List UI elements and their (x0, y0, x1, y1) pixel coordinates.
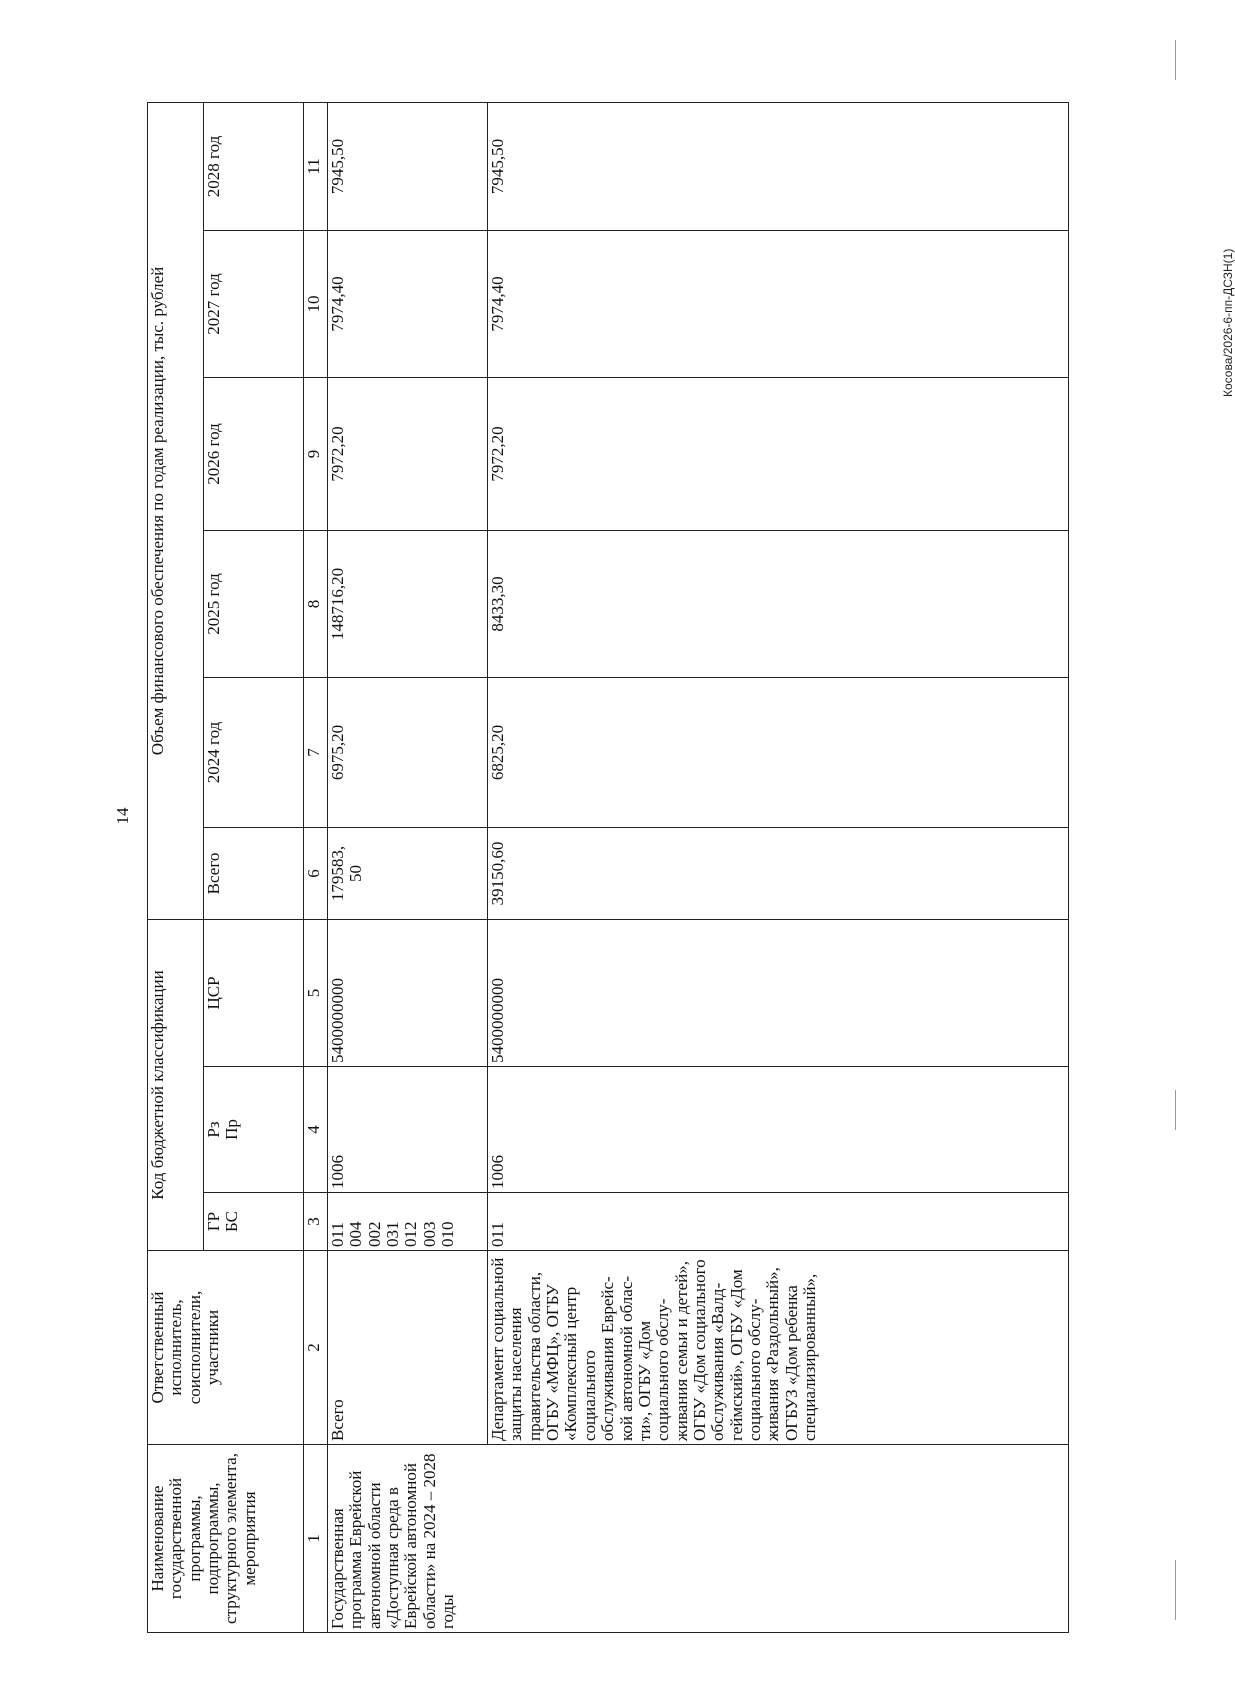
header-2025: 2025 год (204, 530, 304, 677)
header-program-name: Наименование государственной программы, подпрограммы, структурного элемента, мероприятия (148, 1445, 304, 1633)
scan-edge-mark (1175, 1090, 1176, 1130)
header-finance-volume: Объем финансового обеспечения по годам реализации, тыс. рублей (148, 102, 204, 919)
value-2024-cell: 6825,20 (488, 677, 1069, 827)
column-number: 8 (304, 530, 328, 677)
csr-cell: 5400000000 (488, 919, 1069, 1066)
column-number: 3 (304, 1193, 328, 1251)
rzpr-cell: 1006 (328, 1067, 488, 1193)
table-row (328, 102, 488, 1632)
scan-edge-mark (1175, 40, 1176, 80)
grbs-cell: 011 (488, 1193, 1069, 1251)
value-2028-cell: 7945,50 (328, 102, 488, 230)
header-rzpr: Рз Пр (204, 1067, 304, 1193)
column-number: 2 (304, 1251, 328, 1445)
value-2027-cell: 7974,40 (488, 230, 1069, 377)
value-2026-cell: 7972,20 (488, 377, 1069, 530)
grbs-cell: 011 004 002 031 012 003 010 (328, 1193, 488, 1251)
column-number: 9 (304, 377, 328, 530)
column-number: 5 (304, 919, 328, 1066)
header-2028: 2028 год (204, 102, 304, 230)
rzpr-cell: 1006 (488, 1067, 1069, 1193)
header-budget-code: Код бюджетной классификации (148, 919, 204, 1250)
column-number: 7 (304, 677, 328, 827)
executor-cell: Всего (328, 1251, 488, 1445)
value-2028-cell: 7945,50 (488, 102, 1069, 230)
header-grbs: ГР БС (204, 1193, 304, 1251)
value-2027-cell: 7974,40 (328, 230, 488, 377)
header-2024: 2024 год (204, 677, 304, 827)
header-2026: 2026 год (204, 377, 304, 530)
total-cell: 39150,60 (488, 827, 1069, 919)
column-number-row (304, 102, 328, 1632)
header-total: Всего (204, 827, 304, 919)
program-name-cell: Государственная программа Еврейской автономной области «Доступная среда в Еврейской автономной области» на 2024 – 2028 годы (328, 1445, 1069, 1633)
value-2025-cell: 148716,20 (328, 530, 488, 677)
column-number: 4 (304, 1067, 328, 1193)
header-2027: 2027 год (204, 230, 304, 377)
header-csr: ЦСР (204, 919, 304, 1066)
executor-cell: Департамент социальной защиты населения правительства области, ОГБУ «МФЦ», ОГБУ «Комплексный центр социального обслуживания Еврейс-кой автономной облас-ти», ОГБУ «Дом социального обслу-живания семьи и детей», ОГБУ «Дом социального обслуживания «Валд-геймский», ОГБУ «Дом социального обслу-живания «Раздольный», ОГБУЗ «Дом ребенка специализированный», (488, 1251, 1069, 1445)
document-stamp: Косова/2026-6-пп-ДСЗН(1) (1221, 248, 1235, 397)
table-row (488, 102, 1069, 1632)
value-2024-cell: 6975,20 (328, 677, 488, 827)
page-number: 14 (113, 807, 132, 825)
column-number: 6 (304, 827, 328, 919)
column-number: 10 (304, 230, 328, 377)
financing-table (147, 102, 1069, 1633)
column-number: 11 (304, 102, 328, 230)
csr-cell: 5400000000 (328, 919, 488, 1066)
total-cell: 179583, 50 (328, 827, 488, 919)
scan-edge-mark (1175, 1560, 1176, 1620)
column-number: 1 (304, 1445, 328, 1633)
rotated-table-block (147, 103, 1069, 1633)
value-2026-cell: 7972,20 (328, 377, 488, 530)
header-executor: Ответственный исполнитель, соисполнители, участники (148, 1251, 304, 1445)
value-2025-cell: 8433,30 (488, 530, 1069, 677)
